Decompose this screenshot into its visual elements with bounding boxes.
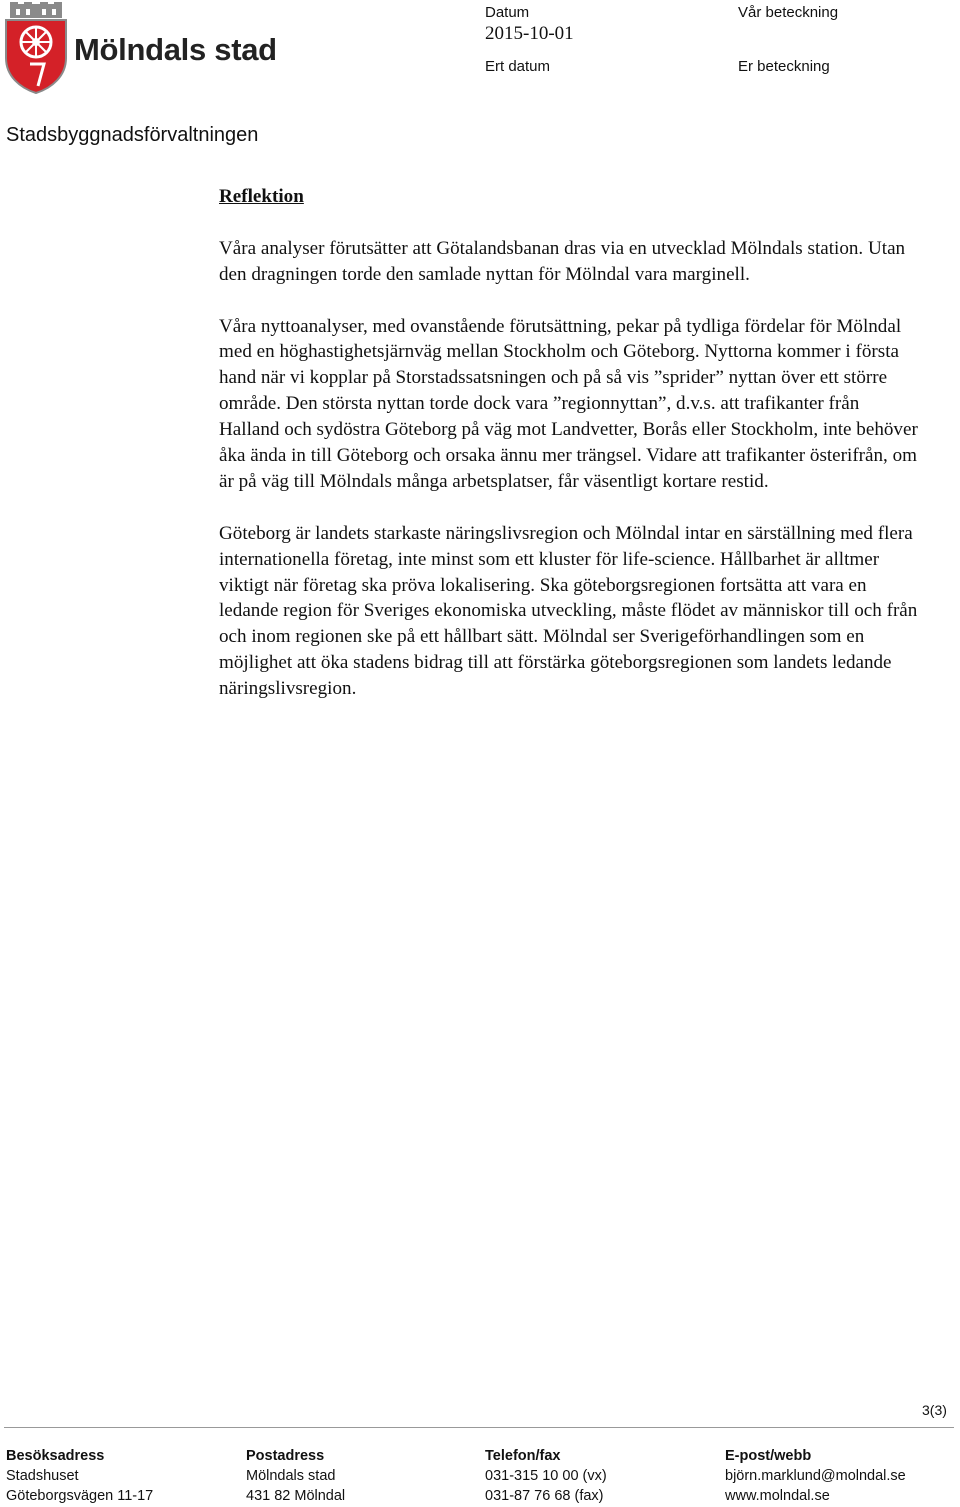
paragraph: Göteborg är landets starkaste näringslivsregion och Mölndal intar en särställning med flera internationella företag, inte minst som ett kluster för life-science. Hållbarhet är alltmer viktigt när företag ska pröva lokalisering. Ska göteborgsregionen fortsätta att vara en ledande region för Sveriges ekonomiska utveckling, måste flödet av människor till och från och inom regionen ske på ett hållbart sätt. Mölndal ser Sverigeförhandlingen som en möjlighet att öka stadens bidrag till att förstärka göteborgsregionen som landets ledande näringslivsregion. <box>219 522 918 700</box>
footer-line: Stadshuset <box>6 1468 79 1484</box>
footer-divider <box>4 1427 954 1428</box>
our-reference-label: Vår beteckning <box>738 4 839 21</box>
email-link[interactable]: björn.marklund@molndal.se <box>725 1468 906 1484</box>
paragraph: Våra nyttoanalyser, med ovanstående förutsättning, pekar på tydliga fördelar för Mölndal med en höghastighetsjärnväg mellan Stockholm och Göteborg. Nyttorna kommer i första hand när vi kopplar på Storstadssatsningen och på så vis ”sprider” nyttan över ett större område. Den största nyttan torde dock vara ”regionnyttan”, d.v.s. att trafikanter från Halland och sydöstra Göteborg på väg mot Landvetter, Borås eller Stockholm, inte behöver åka ända in till Göteborg och orsaka ännu mer trängsel. Vidare att trafikanter österifrån, om är på väg till Mölndals många arbetsplatser, får väsentligt kortare restid. <box>219 315 918 492</box>
footer-line: 031-87 76 68 (fax) <box>485 1488 604 1504</box>
footer-heading: Besöksadress <box>6 1448 105 1464</box>
footer-heading: Postadress <box>246 1448 325 1464</box>
date-label: Datum <box>485 4 530 21</box>
footer-phone-fax <box>485 1446 607 1506</box>
footer-line: 431 82 Mölndal <box>246 1488 346 1504</box>
section-heading: Reflektion <box>219 186 304 207</box>
date-value: 2015-10-01 <box>485 23 574 44</box>
your-date-label: Ert datum <box>485 58 551 75</box>
molndal-logo <box>4 2 294 94</box>
footer-visit-address <box>6 1446 153 1506</box>
page-number: 3(3) <box>922 1402 947 1418</box>
department-name: Stadsbyggnadsförvaltningen <box>6 124 259 146</box>
footer-line: Mölndals stad <box>246 1468 336 1484</box>
org-name: Mölndals stad <box>74 32 277 67</box>
footer-line: Göteborgsvägen 11-17 <box>6 1488 154 1504</box>
footer-heading: E-post/webb <box>725 1448 812 1464</box>
website-link[interactable]: www.molndal.se <box>725 1488 830 1504</box>
your-reference-label: Er beteckning <box>738 58 830 75</box>
document-body <box>219 184 919 728</box>
footer-line: 031-315 10 00 (vx) <box>485 1468 607 1484</box>
molndal-crest-icon <box>4 2 68 94</box>
paragraph: Våra analyser förutsätter att Götalandsbanan dras via en utvecklad Mölndals station. Utan den dragningen torde den samlade nyttan för Mölndal vara marginell. <box>219 237 906 285</box>
footer-email-web <box>725 1446 906 1506</box>
footer-postal-address <box>246 1446 345 1506</box>
footer-heading: Telefon/fax <box>485 1448 561 1464</box>
